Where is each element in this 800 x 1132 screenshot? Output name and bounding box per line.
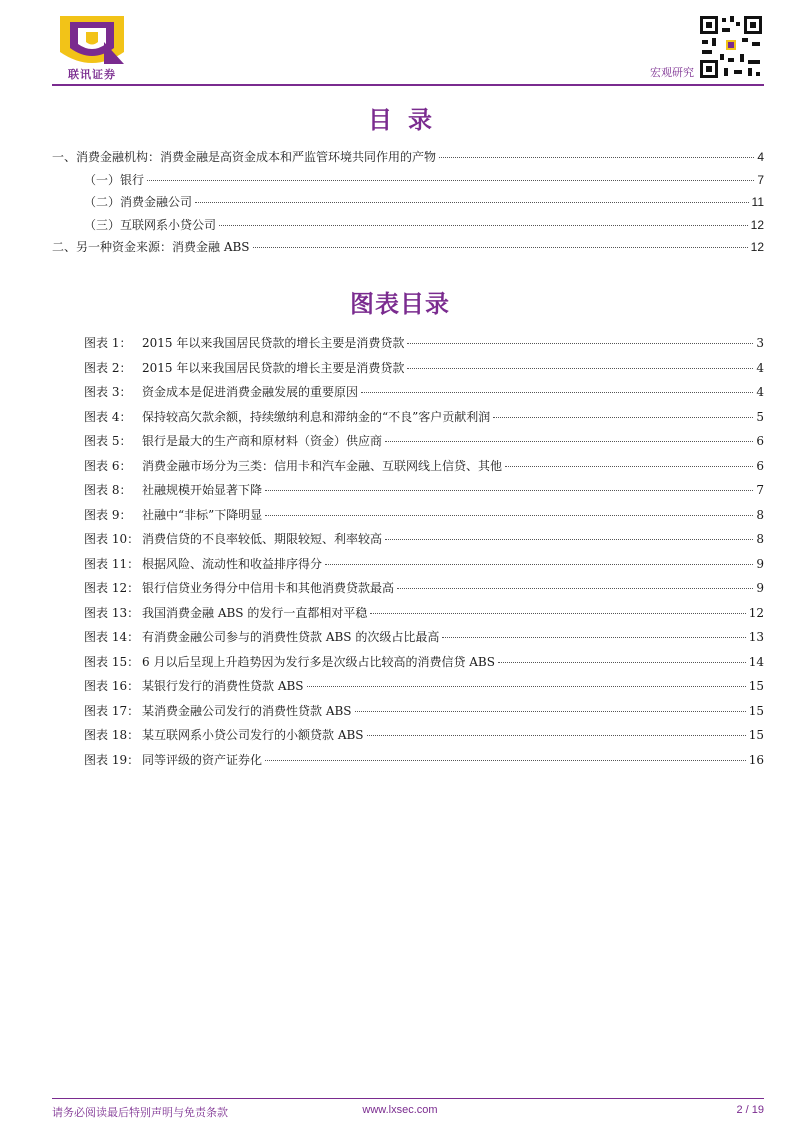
toc-entry-text: （二）消费金融公司 (84, 195, 193, 209)
figure-label: 图表 5： (84, 434, 132, 448)
figure-page: 7 (756, 483, 764, 497)
figure-page: 3 (756, 336, 764, 350)
figure-page: 8 (756, 507, 764, 522)
figure-text: 根据风险、流动性和收益排序得分 (142, 556, 323, 571)
figure-entry[interactable] (84, 726, 764, 751)
dot-leader (265, 760, 746, 761)
dot-leader (370, 613, 745, 614)
figure-label: 图表 12： (84, 581, 140, 595)
figure-text: 某银行发行的消费性贷款 ABS (142, 679, 304, 693)
dot-leader (407, 343, 753, 344)
dot-leader (361, 392, 753, 393)
figure-text: 社融中“非标”下降明显 (142, 507, 263, 522)
figure-entry[interactable] (84, 653, 764, 678)
figure-label: 图表 1： (84, 336, 132, 350)
page-number: 2 / 19 (736, 1104, 764, 1116)
figure-label: 图表 4： (84, 409, 132, 424)
toc-entry-text: 二、另一种资金来源：消费金融 ABS (52, 240, 250, 254)
dot-leader (307, 686, 746, 687)
figure-text: 消费金融市场分为三类：信用卡和汽车金融、互联网线上信贷、其他 (142, 458, 503, 473)
figure-entry[interactable] (84, 702, 764, 727)
figure-entry[interactable] (84, 408, 764, 433)
figure-page: 4 (756, 360, 764, 375)
figure-label: 图表 19： (84, 752, 140, 767)
disclaimer-link[interactable]: 请务必阅读最后特别声明与免责条款 (52, 1106, 228, 1119)
dot-leader (147, 180, 754, 181)
toc-entry[interactable] (52, 216, 764, 239)
figure-text: 6 月以后呈现上升趋势因为发行多是次级占比较高的消费信贷 ABS (142, 654, 495, 669)
figure-text: 某消费金融公司发行的消费性贷款 ABS (142, 703, 352, 718)
figure-label: 图表 10： (84, 532, 140, 546)
toc-entry-text: 一、消费金融机构：消费金融是高资金成本和严监管环境共同作用的产物 (52, 150, 437, 164)
toc-entry[interactable] (52, 171, 764, 194)
figure-page: 15 (748, 679, 764, 693)
figure-page: 16 (748, 752, 764, 767)
header-divider (52, 84, 764, 86)
brand-name: 联讯证券 (68, 68, 116, 81)
figure-text: 保持较高欠款余额，持续缴纳利息和滞纳金的“不良”客户贡献利润 (142, 409, 491, 424)
toc-title: 目录 (368, 105, 448, 134)
dot-leader (265, 490, 753, 491)
dot-leader (407, 368, 753, 369)
toc-entry-page: 12 (750, 240, 764, 254)
figure-label: 图表 13： (84, 605, 140, 620)
toc-entry-page: 7 (757, 172, 764, 187)
figure-entry[interactable] (84, 751, 764, 776)
figure-entry[interactable] (84, 579, 764, 604)
figure-text: 资金成本是促进消费金融发展的重要原因 (142, 385, 359, 399)
dot-leader (195, 202, 749, 203)
toc-entry[interactable] (52, 193, 764, 216)
figure-text: 同等评级的资产证券化 (142, 752, 263, 767)
toc-entry-page: 4 (757, 150, 764, 164)
figure-text: 某互联网系小贷公司发行的小额贷款 ABS (142, 728, 364, 742)
footer-divider (52, 1098, 764, 1099)
toc-entry[interactable] (52, 238, 764, 261)
figure-entry[interactable] (84, 530, 764, 555)
dot-leader (397, 588, 753, 589)
dot-leader (385, 441, 753, 442)
figure-label: 图表 8： (84, 483, 132, 497)
toc-entry-page: 12 (750, 217, 764, 232)
figure-entry[interactable] (84, 481, 764, 506)
toc-entry-text: （三）互联网系小贷公司 (84, 217, 217, 232)
figure-page: 6 (756, 458, 764, 473)
figure-text: 我国消费金融 ABS 的发行一直都相对平稳 (142, 605, 368, 620)
figure-page: 6 (756, 434, 764, 448)
figure-entry[interactable] (84, 555, 764, 580)
figure-text: 银行信贷业务得分中信用卡和其他消费贷款最高 (142, 581, 395, 595)
dot-leader (442, 637, 745, 638)
figure-label: 图表 16： (84, 679, 140, 693)
figure-page: 9 (756, 556, 764, 571)
toc-entry[interactable] (52, 148, 764, 171)
section-label: 宏观研究 (650, 66, 694, 79)
figure-entry[interactable] (84, 432, 764, 457)
figure-entry[interactable] (84, 383, 764, 408)
figure-page: 15 (748, 703, 764, 718)
figure-label: 图表 3： (84, 385, 132, 399)
figure-page: 5 (756, 409, 764, 424)
figure-page: 15 (748, 728, 764, 742)
dot-leader (493, 417, 753, 418)
figure-entry[interactable] (84, 677, 764, 702)
figure-label: 图表 15： (84, 654, 140, 669)
toc-entry-page: 11 (751, 195, 764, 209)
dot-leader (367, 735, 746, 736)
toc-list (52, 148, 764, 261)
figure-label: 图表 17： (84, 703, 140, 718)
dot-leader (355, 711, 746, 712)
figure-list (84, 334, 764, 775)
dot-leader (385, 539, 753, 540)
figure-entry[interactable] (84, 506, 764, 531)
figure-entry[interactable] (84, 359, 764, 384)
figure-page: 4 (756, 385, 764, 399)
dot-leader (265, 515, 753, 516)
figure-text: 2015 年以来我国居民贷款的增长主要是消费贷款 (142, 360, 405, 375)
dot-leader (325, 564, 753, 565)
figure-page: 12 (748, 605, 764, 620)
figure-text: 有消费金融公司参与的消费性贷款 ABS 的次级占比最高 (142, 630, 440, 644)
website-link[interactable]: www.lxsec.com (362, 1104, 438, 1116)
dot-leader (253, 247, 748, 248)
toc-entry-text: （一）银行 (84, 172, 145, 187)
figures-title: 图表目录 (350, 289, 450, 318)
figure-text: 社融规模开始显著下降 (142, 483, 263, 497)
figure-label: 图表 11： (84, 556, 140, 571)
dot-leader (498, 662, 746, 663)
figure-entry[interactable] (84, 604, 764, 629)
figure-label: 图表 18： (84, 728, 140, 742)
figure-label: 图表 14： (84, 630, 140, 644)
figure-label: 图表 9： (84, 507, 132, 522)
figure-entry[interactable] (84, 457, 764, 482)
figure-label: 图表 2： (84, 360, 132, 375)
figure-page: 9 (756, 581, 764, 595)
figure-page: 13 (748, 630, 764, 644)
figure-text: 银行是最大的生产商和原材料（资金）供应商 (142, 434, 383, 448)
dot-leader (439, 157, 754, 158)
dot-leader (505, 466, 753, 467)
qr-code-icon (698, 14, 764, 80)
figure-entry[interactable] (84, 628, 764, 653)
figure-label: 图表 6： (84, 458, 132, 473)
figure-text: 2015 年以来我国居民贷款的增长主要是消费贷款 (142, 336, 405, 350)
figure-text: 消费信贷的不良率较低、期限较短、利率较高 (142, 532, 383, 546)
figure-page: 14 (748, 654, 764, 669)
dot-leader (219, 225, 748, 226)
figure-page: 8 (756, 532, 764, 546)
figure-entry[interactable] (84, 334, 764, 359)
